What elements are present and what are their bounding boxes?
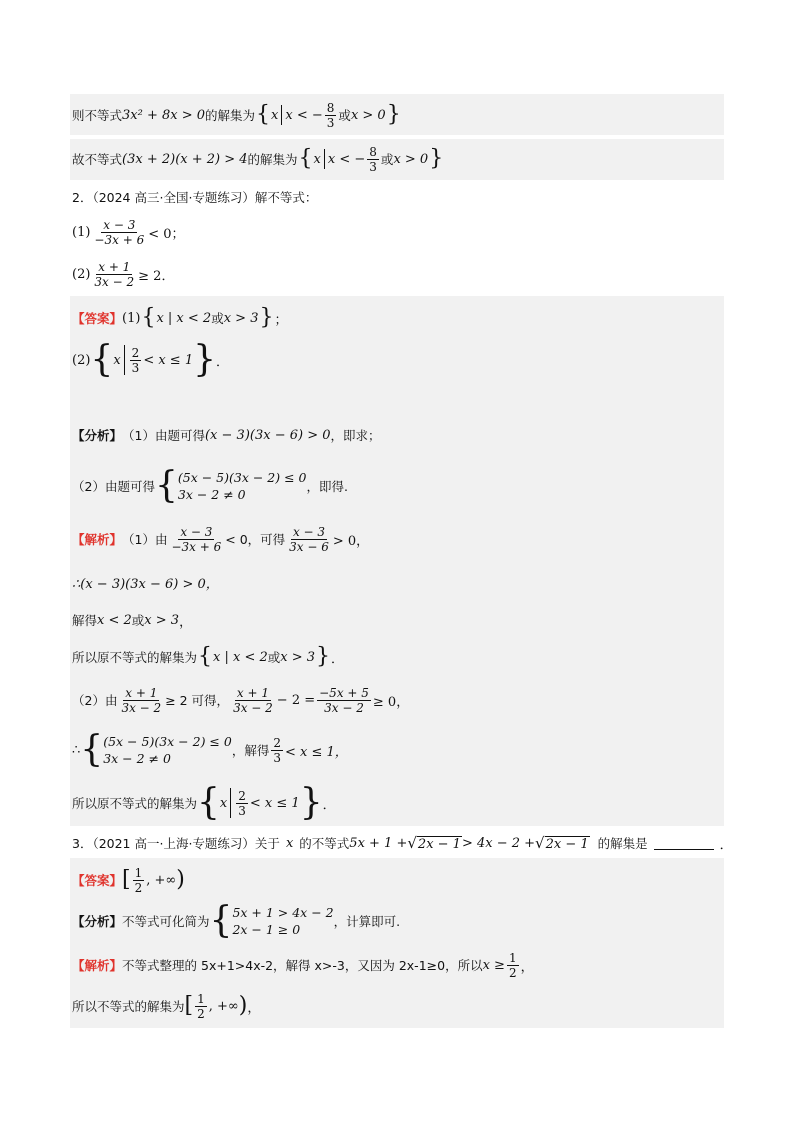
fraction: $\frac{1}{2}$ bbox=[134, 865, 143, 895]
square-root: √ 2x − 1 bbox=[407, 834, 461, 852]
fraction: $\frac{1}{2}$ bbox=[197, 991, 205, 1021]
fraction: $\frac{8}{3}$ bbox=[369, 144, 377, 174]
line-2: 故不等式 (3x + 2)(x + 2) > 4 的解集为 { x x < − $\frac{8}{3}$ 或 x > 0 } bbox=[72, 144, 444, 174]
q2-solution-1: 【解析】 （1）由 $\frac{x - 3}{-3x + 6}$ < 0，可得 $\frac{x - 3}{3x - 6}$ > 0， bbox=[72, 524, 370, 554]
solution-tag: 【解析】 bbox=[72, 532, 123, 547]
fraction: $\frac{2}{3}$ bbox=[273, 735, 281, 765]
q3-solution-1: 【解析】 不等式整理的 5x+1>4x-2，解得 x>-3，又因为 2x-1≥0，所以 x ≥ $\frac{1}{2}$ ， bbox=[72, 950, 534, 980]
q3-answer: 【答案】 [ $\frac{1}{2}$ , +∞ ) bbox=[72, 865, 185, 895]
q2-solution-2: ∴(x − 3)(3x − 6) > 0， bbox=[72, 576, 219, 592]
equation-system: { (5x − 5)(3x − 2) ≤ 0 3x − 2 ≠ 0 bbox=[154, 465, 307, 506]
fraction: $\frac{x - 3}{-3x + 6}$ bbox=[171, 524, 222, 554]
q2-answer-part-2: (2) { x $\frac{2}{3}$ < x ≤ 1 } ． bbox=[72, 339, 230, 380]
fraction: $\frac{-5x + 5}{3x - 2}$ bbox=[319, 685, 369, 715]
fraction: $\frac{2}{3}$ bbox=[238, 788, 246, 818]
answer-blank bbox=[654, 837, 714, 850]
analysis-tag: 【分析】 bbox=[72, 914, 123, 929]
question-2-part-1: (1) $\frac{x - 3}{-3x + 6}$ < 0； bbox=[72, 217, 185, 247]
question-2-part-2: (2) $\frac{x + 1}{3x - 2}$ ≥ 2． bbox=[72, 259, 175, 289]
q2-solution-4: 所以原不等式的解集为 { x | x < 2 或 x > 3 } ． bbox=[72, 644, 345, 669]
fraction: $\frac{x + 1}{3x - 2}$ bbox=[121, 685, 162, 715]
equation-system: { 5x + 1 > 4x − 2 2x − 1 ≥ 0 bbox=[209, 900, 334, 941]
q2-answer: 【答案】 (1) { x | x < 2 或 x > 3 } ； bbox=[72, 305, 288, 330]
question-2-title: 2．（2024 高三·全国·专题练习）解不等式： bbox=[72, 190, 318, 205]
fraction: $\frac{x + 1}{3x - 2}$ bbox=[233, 685, 273, 715]
equation-system: { (5x − 5)(3x − 2) ≤ 0 3x − 2 ≠ 0 bbox=[80, 729, 232, 770]
q2-solution-5: （2）由 $\frac{x + 1}{3x - 2}$ ≥ 2 可得， $\frac{x + 1}{3x - 2}$ − 2 = $\frac{-5x + 5}{3x - 2}$ ≥ 0， bbox=[72, 685, 410, 715]
q3-analysis: 【分析】 不等式可化简为 { 5x + 1 > 4x − 2 2x − 1 ≥ 0 ，计算即可. bbox=[72, 900, 401, 941]
question-3-title: 3．（2021 高一·上海·专题练习）关于 x 的不等式 5x + 1 + √ 2x − 1 > 4x − 2 + √ 2x − 1 的解集是 ． bbox=[72, 834, 733, 853]
analysis-tag: 【分析】 bbox=[72, 428, 123, 443]
line-1: 则不等式 3x² + 8x > 0 的解集为 { x x < − $\frac{8}{3}$ 或 x > 0 } bbox=[72, 100, 401, 130]
solution-tag: 【解析】 bbox=[72, 958, 123, 973]
square-root: √ 2x − 1 bbox=[535, 834, 589, 852]
fraction: $\frac{1}{2}$ bbox=[508, 950, 517, 980]
fraction: $\frac{x - 3}{-3x + 6}$ bbox=[94, 217, 145, 247]
q3-solution-2: 所以不等式的解集为 [ $\frac{1}{2}$ , +∞ ) ， bbox=[72, 991, 261, 1021]
q2-analysis-2: （2）由题可得 { (5x − 5)(3x − 2) ≤ 0 3x − 2 ≠ 0 ，即得. bbox=[72, 465, 348, 506]
fraction: $\frac{8}{3}$ bbox=[326, 100, 335, 130]
fraction: $\frac{x + 1}{3x - 2}$ bbox=[94, 259, 135, 289]
q2-analysis-1: 【分析】 （1）由题可得 (x − 3)(3x − 6) > 0 ，即求； bbox=[72, 427, 381, 443]
fraction: $\frac{2}{3}$ bbox=[131, 345, 140, 375]
answer-tag: 【答案】 bbox=[72, 311, 123, 326]
fraction: $\frac{x - 3}{3x - 6}$ bbox=[289, 524, 329, 554]
q2-solution-6: ∴ { (5x − 5)(3x − 2) ≤ 0 3x − 2 ≠ 0 ，解得 $\frac{2}{3}$ < x ≤ 1， bbox=[72, 729, 348, 770]
answer-tag: 【答案】 bbox=[72, 873, 123, 888]
q2-solution-3: 解得 x < 2 或 x > 3 ， bbox=[72, 612, 193, 630]
q2-solution-7: 所以原不等式的解集为 { x $\frac{2}{3}$ < x ≤ 1 } ． bbox=[72, 782, 336, 823]
